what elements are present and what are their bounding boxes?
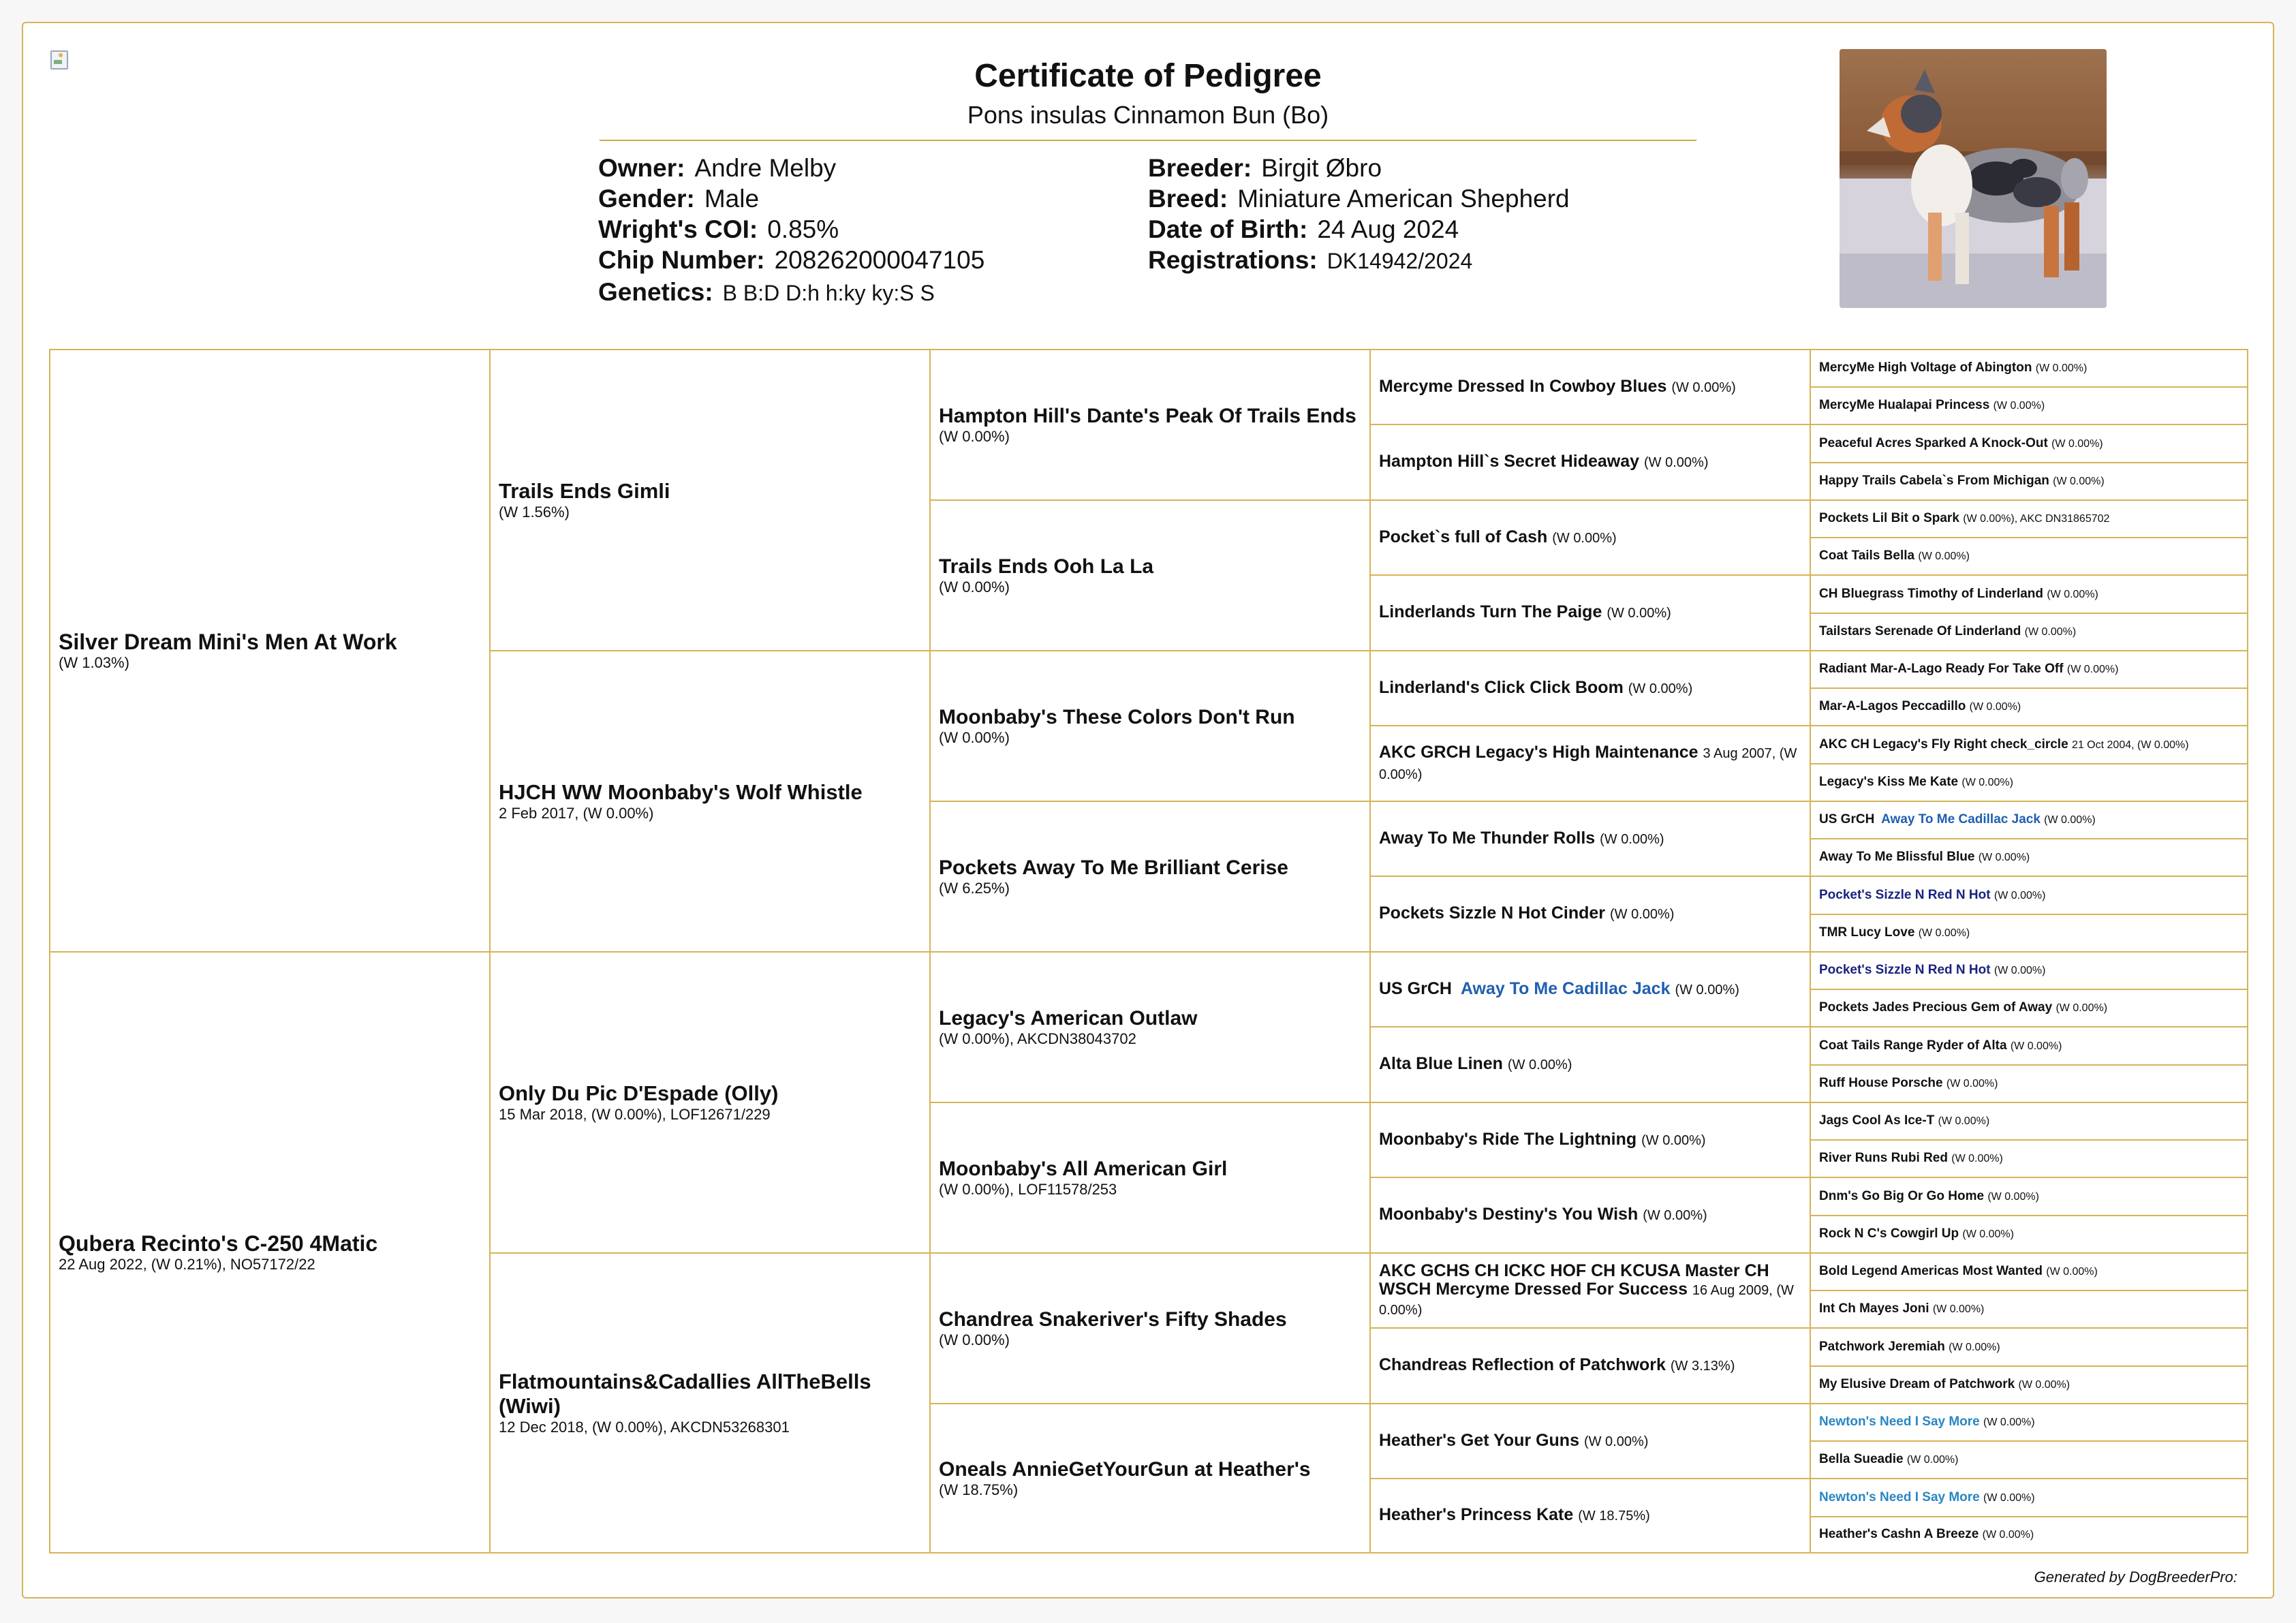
header-divider [600, 140, 1696, 141]
info-label: Registrations: [1148, 246, 1318, 274]
dog-name-label: Heather's Princess Kate [1379, 1505, 1574, 1524]
dog-name-label: AKC GRCH Legacy's High Maintenance [1379, 742, 1698, 762]
pedigree-gen5-cell[interactable] [1810, 801, 2248, 839]
dog-detail: (W 0.00%) [939, 427, 1010, 445]
dog-detail: (W 0.00%) [1600, 831, 1664, 847]
pedigree-gen5-cell[interactable] [1810, 1026, 2248, 1066]
pedigree-gen3-cell[interactable] [929, 951, 1371, 1103]
info-value: Miniature American Shepherd [1237, 185, 1570, 213]
info-value: Male [704, 185, 760, 213]
dog-name-label: Trails Ends Ooh La La [939, 555, 1154, 578]
dog-detail: (W 0.00%) [1918, 927, 1970, 939]
info-label: Gender: [598, 185, 695, 213]
dog-name-label: Oneals AnnieGetYourGun at Heather's [939, 1457, 1311, 1481]
dog-detail: (W 0.00%) [2047, 588, 2098, 600]
dog-detail: (W 0.00%) [1969, 701, 2021, 713]
dog-detail: (W 0.00%) [2044, 814, 2096, 826]
dog-name-label: Int Ch Mayes Joni [1819, 1301, 1929, 1316]
dog-name-label: Radiant Mar-A-Lago Ready For Take Off [1819, 662, 2064, 676]
info-value: DK14942/2024 [1327, 249, 1473, 273]
pedigree-gen5-cell[interactable] [1810, 1403, 2248, 1442]
pedigree-gen4-cell[interactable] [1369, 499, 1811, 576]
pedigree-gen2-cell[interactable] [489, 349, 931, 651]
dog-name-link[interactable]: Pocket's Sizzle N Red N Hot [1819, 887, 1991, 902]
dog-name-label: Ruff House Porsche [1819, 1076, 1943, 1090]
dog-detail: (W 1.03%) [59, 654, 129, 671]
pedigree-gen5-cell[interactable] [1810, 1478, 2248, 1517]
dog-detail: (W 0.00%) [1978, 852, 2030, 863]
pedigree-gen5-cell[interactable] [1810, 1139, 2248, 1178]
dog-name-label: Linderlands Turn The Paige [1379, 602, 1602, 621]
dog-name-link[interactable]: Away To Me Cadillac Jack [1460, 978, 1671, 998]
pedigree-gen3-cell[interactable] [929, 499, 1371, 651]
dog-name-label: MercyMe Hualapai Princess [1819, 398, 1990, 412]
info-value: 208262000047105 [774, 246, 985, 274]
pedigree-gen5-cell[interactable] [1810, 763, 2248, 802]
info-value: Birgit Øbro [1261, 154, 1382, 182]
pedigree-gen5-cell[interactable] [1810, 1252, 2248, 1291]
dog-name-label: AKC CH Legacy's Fly Right check_circle [1819, 737, 2068, 752]
dog-name-label: AKC GCHS CH ICKC HOF CH KCUSA Master CH WSCH Mercyme Dressed For Success [1379, 1261, 1769, 1299]
info-value: B B:D D:h h:ky ky:S S [722, 281, 935, 305]
dog-detail: (W 0.00%) [1983, 1417, 2035, 1428]
dog-name-label: Chandrea Snakeriver's Fifty Shades [939, 1308, 1287, 1331]
pedigree-gen4-cell[interactable] [1369, 424, 1811, 501]
pedigree-gen3-cell[interactable] [929, 801, 1371, 953]
dog-detail: (W 0.00%) [1671, 380, 1736, 395]
dog-detail: (W 0.00%), LOF11578/253 [939, 1180, 1117, 1198]
dog-name-label: HJCH WW Moonbaby's Wolf Whistle [499, 780, 863, 804]
pedigree-gen5-cell[interactable] [1810, 725, 2248, 764]
pedigree-gen3-cell[interactable] [929, 1102, 1371, 1254]
dog-name-label: Pockets Jades Precious Gem of Away [1819, 1000, 2053, 1015]
info-value: 0.85% [767, 215, 839, 243]
info-label: Wright's COI: [598, 215, 758, 243]
dog-detail: (W 0.00%) [1951, 1153, 2003, 1164]
dog-name-label: Pockets Lil Bit o Spark [1819, 511, 1959, 525]
dog-name-link[interactable]: Newton's Need I Say More [1819, 1489, 1980, 1504]
dog-detail: (W 0.00%) [1918, 551, 1970, 562]
dog-detail: 12 Dec 2018, (W 0.00%), AKCDN53268301 [499, 1419, 790, 1436]
pedigree-gen5-cell[interactable] [1810, 876, 2248, 915]
pedigree-gen5-cell[interactable] [1810, 989, 2248, 1027]
dog-name-label: Bold Legend Americas Most Wanted [1819, 1264, 2043, 1278]
pedigree-gen2-cell[interactable] [489, 951, 931, 1254]
dog-name-label: Legacy's Kiss Me Kate [1819, 775, 1959, 789]
dog-name-label: CH Bluegrass Timothy of Linderland [1819, 586, 2044, 601]
dog-name-label: Mercyme Dressed In Cowboy Blues [1379, 376, 1667, 396]
pedigree-gen4-cell[interactable] [1369, 1026, 1811, 1103]
pedigree-gen4-cell[interactable] [1369, 574, 1811, 651]
dog-detail: (W 0.00%) [1987, 1190, 2039, 1203]
info-label: Chip Number: [598, 246, 765, 274]
dog-detail: (W 0.00%) [1982, 1529, 2034, 1541]
dog-detail: (W 0.00%) [2035, 362, 2088, 374]
dog-name-label: Legacy's American Outlaw [939, 1006, 1198, 1030]
dog-name-label: MercyMe High Voltage of Abington [1819, 360, 2032, 375]
dog-detail: (W 0.00%) [1949, 1341, 2000, 1353]
pedigree-gen4-cell[interactable] [1369, 1102, 1811, 1178]
dog-name-label: Bella Sueadie [1819, 1452, 1904, 1466]
info-registrations [1148, 245, 1472, 277]
dog-detail: (W 0.00%) [1983, 1491, 2035, 1504]
dog-name-label: TMR Lucy Love [1819, 925, 1915, 940]
dog-detail: (W 0.00%) [1962, 1228, 2014, 1240]
pedigree-gen5-cell[interactable] [1810, 687, 2248, 726]
pedigree-gen5-cell[interactable] [1810, 1327, 2248, 1367]
pedigree-gen3-cell[interactable] [929, 650, 1371, 802]
pedigree-gen5-cell[interactable] [1810, 499, 2248, 538]
pedigree-gen5-cell[interactable] [1810, 349, 2248, 388]
dog-detail: (W 0.00%) [1938, 1115, 1990, 1127]
pedigree-sire[interactable] [49, 349, 491, 953]
pedigree-gen4-cell[interactable] [1369, 725, 1811, 802]
pedigree-gen4-cell[interactable] [1369, 349, 1811, 425]
page-title: Certificate of Pedigree [974, 58, 1322, 94]
info-value: 24 Aug 2024 [1317, 215, 1459, 243]
dog-detail: (W 18.75%) [1578, 1509, 1650, 1524]
dog-title-prefix: US GrCH [1379, 978, 1452, 998]
dog-detail: (W 1.56%) [499, 504, 570, 521]
pedigree-grid [49, 349, 2248, 1554]
dog-detail: (W 0.00%) [2055, 1002, 2108, 1014]
dog-name-label: Away To Me Blissful Blue [1819, 850, 1975, 864]
dog-name-label: Jags Cool As Ice-T [1819, 1113, 1935, 1128]
pedigree-gen5-cell[interactable] [1810, 386, 2248, 425]
pedigree-gen5-cell[interactable] [1810, 1516, 2248, 1554]
pedigree-gen4-cell[interactable] [1369, 876, 1811, 953]
dog-name-label: Chandreas Reflection of Patchwork [1379, 1355, 1666, 1374]
dog-detail: (W 0.00%) [1643, 1208, 1707, 1223]
info-breeder [1148, 153, 1382, 183]
dog-detail: (W 0.00%) [1641, 1132, 1706, 1148]
dog-name-label: Pocket`s full of Cash [1379, 527, 1548, 546]
pedigree-gen2-cell[interactable] [489, 650, 931, 953]
info-dob [1148, 214, 1459, 245]
dog-name-label: Heather's Get Your Guns [1379, 1430, 1579, 1450]
dog-detail: (W 0.00%) [1993, 400, 2045, 412]
dog-detail: (W 0.00%) [2010, 1040, 2062, 1052]
dog-name-label: Coat Tails Bella [1819, 548, 1915, 563]
pedigree-gen4-cell[interactable] [1369, 650, 1811, 726]
dog-detail: (W 0.00%) [1675, 982, 1739, 998]
dog-detail: (W 0.00%), AKC DN31865702 [1963, 513, 2110, 525]
pedigree-gen5-cell[interactable] [1810, 1215, 2248, 1254]
dog-name-label: Coat Tails Range Ryder of Alta [1819, 1038, 2007, 1053]
dog-name-label: Tailstars Serenade Of Linderland [1819, 624, 2021, 638]
dog-name-label: Moonbaby's All American Girl [939, 1157, 1228, 1180]
dog-detail: (W 0.00%) [939, 578, 1010, 596]
info-chip [598, 245, 984, 275]
dog-detail: 16 Aug 2009, (W 0.00%) [1379, 1282, 1794, 1318]
dog-name-label: My Elusive Dream of Patchwork [1819, 1377, 2015, 1391]
dog-detail: (W 3.13%) [1670, 1359, 1735, 1374]
dog-detail: (W 0.00%) [2066, 664, 2119, 675]
pedigree-gen4-cell[interactable] [1369, 1403, 1811, 1479]
pedigree-gen5-cell[interactable] [1810, 574, 2248, 614]
info-breed [1148, 183, 1570, 214]
dog-name-label: Flatmountains&Cadallies AllTheBells (Wiwi) [499, 1370, 871, 1418]
dog-name-label: Hampton Hill`s Secret Hideaway [1379, 452, 1640, 471]
broken-image-icon [48, 49, 71, 68]
dog-detail: (W 0.00%) [1609, 907, 1675, 922]
dog-name-label: Moonbaby's Destiny's You Wish [1379, 1205, 1639, 1224]
info-owner [598, 153, 836, 183]
pedigree-gen5-cell[interactable] [1810, 1177, 2248, 1216]
dog-detail: (W 0.00%) [1932, 1303, 1985, 1315]
dog-detail: (W 0.00%) [2046, 1266, 2098, 1278]
dog-detail: (W 0.00%) [1644, 455, 1709, 470]
pedigree-gen5-cell[interactable] [1810, 951, 2248, 990]
dog-name-label: Patchwork Jeremiah [1819, 1339, 1945, 1354]
dog-name-link[interactable]: Pocket's Sizzle N Red N Hot [1819, 963, 1991, 977]
pedigree-gen4-cell[interactable] [1369, 1327, 1811, 1404]
dog-name-label: Only Du Pic D'Espade (Olly) [499, 1081, 779, 1105]
dog-name-label: Happy Trails Cabela`s From Michigan [1819, 474, 2049, 488]
dog-detail: (W 0.00%) [2051, 437, 2103, 450]
pedigree-gen5-cell[interactable] [1810, 537, 2248, 576]
dog-detail: (W 0.00%) [1906, 1454, 1959, 1466]
dog-detail: 22 Aug 2022, (W 0.21%), NO57172/22 [59, 1256, 315, 1273]
dog-name-label: Dnm's Go Big Or Go Home [1819, 1188, 1985, 1203]
info-label: Owner: [598, 154, 685, 182]
info-gender [598, 183, 759, 214]
info-label: Date of Birth: [1148, 215, 1308, 243]
pedigree-gen5-cell[interactable] [1810, 1102, 2248, 1141]
dog-name-label: Moonbaby's These Colors Don't Run [939, 705, 1295, 728]
dog-name-label: Mar-A-Lagos Peccadillo [1819, 699, 1966, 713]
dog-detail: (W 0.00%) [1507, 1057, 1572, 1072]
dog-name-label: Moonbaby's Ride The Lightning [1379, 1129, 1637, 1149]
dog-name: Pons insulas Cinnamon Bun (Bo) [967, 101, 1329, 129]
dog-name-label: Qubera Recinto's C-250 4Matic [59, 1231, 378, 1256]
dog-detail: (W 0.00%) [939, 728, 1010, 746]
dog-detail: (W 0.00%) [1994, 889, 2046, 901]
dog-name-link[interactable]: Away To Me Cadillac Jack [1881, 812, 2041, 826]
pedigree-gen4-cell[interactable] [1369, 801, 1811, 877]
pedigree-gen5-cell[interactable] [1810, 424, 2248, 463]
dog-name-label: Heather's Cashn A Breeze [1819, 1527, 1979, 1541]
pedigree-dam[interactable] [49, 951, 491, 1554]
dog-name-label: Pockets Away To Me Brilliant Cerise [939, 856, 1288, 879]
dog-name-link[interactable]: Newton's Need I Say More [1819, 1415, 1980, 1429]
dog-detail: (W 6.25%) [939, 879, 1010, 897]
pedigree-gen5-cell[interactable] [1810, 1440, 2248, 1479]
dog-title-prefix: US GrCH [1819, 812, 1875, 826]
pedigree-gen5-cell[interactable] [1810, 914, 2248, 953]
dog-name-label: River Runs Rubi Red [1819, 1151, 1948, 1165]
pedigree-gen5-cell[interactable] [1810, 1064, 2248, 1103]
dog-detail: (W 0.00%) [1583, 1434, 1649, 1449]
pedigree-gen3-cell[interactable] [929, 1252, 1371, 1404]
pedigree-gen5-cell[interactable] [1810, 1290, 2248, 1329]
dog-detail: 3 Aug 2007, (W 0.00%) [1379, 745, 1797, 782]
dog-detail: (W 0.00%) [1994, 965, 2046, 976]
info-label: Genetics: [598, 278, 713, 306]
pedigree-gen4-cell[interactable] [1369, 1252, 1811, 1329]
info-coi [598, 214, 839, 245]
dog-name-label: Alta Blue Linen [1379, 1054, 1503, 1073]
dog-name-label: Rock N C's Cowgirl Up [1819, 1226, 1959, 1241]
dog-detail: (W 0.00%) [1607, 606, 1671, 621]
dog-detail: (W 18.75%) [939, 1481, 1019, 1498]
dog-detail: 2 Feb 2017, (W 0.00%) [499, 805, 654, 822]
info-label: Breed: [1148, 185, 1228, 213]
dog-detail: (W 0.00%) [2024, 626, 2077, 638]
dog-detail: (W 0.00%) [1552, 530, 1617, 546]
dog-detail: (W 0.00%) [1961, 777, 2013, 788]
footer-generated-by: Generated by DogBreederPro: [2034, 1568, 2237, 1586]
pedigree-gen5-cell[interactable] [1810, 650, 2248, 689]
info-label: Breeder: [1148, 154, 1252, 182]
dog-detail: (W 0.00%), AKCDN38043702 [939, 1030, 1136, 1047]
pedigree-gen5-cell[interactable] [1810, 462, 2248, 501]
pedigree-gen5-cell[interactable] [1810, 613, 2248, 651]
dog-detail: (W 0.00%) [1946, 1078, 1998, 1089]
dog-detail: (W 0.00%) [2053, 476, 2105, 487]
dog-name-label: Linderland's Click Click Boom [1379, 677, 1624, 697]
pedigree-gen5-cell[interactable] [1810, 1365, 2248, 1404]
dog-name-label: Hampton Hill's Dante's Peak Of Trails Ends [939, 404, 1356, 427]
info-value: Andre Melby [694, 154, 837, 182]
dog-name-label: Away To Me Thunder Rolls [1379, 828, 1596, 848]
dog-name-label: Trails Ends Gimli [499, 479, 670, 503]
pedigree-gen4-cell[interactable] [1369, 1478, 1811, 1554]
dog-photo [1840, 49, 2107, 308]
dog-detail: (W 0.00%) [1628, 681, 1693, 696]
pedigree-gen5-cell[interactable] [1810, 838, 2248, 877]
info-genetics [598, 277, 935, 309]
pedigree-gen3-cell[interactable] [929, 1403, 1371, 1554]
dog-name-label: Peaceful Acres Sparked A Knock-Out [1819, 435, 2048, 450]
pedigree-gen2-cell[interactable] [489, 1252, 931, 1554]
dog-detail: 21 Oct 2004, (W 0.00%) [2071, 739, 2189, 751]
dog-name-label: Silver Dream Mini's Men At Work [59, 630, 397, 654]
pedigree-gen4-cell[interactable] [1369, 1177, 1811, 1254]
dog-detail: (W 0.00%) [939, 1331, 1010, 1348]
pedigree-gen4-cell[interactable] [1369, 951, 1811, 1027]
dog-detail: (W 0.00%) [2018, 1379, 2070, 1391]
dog-name-label: Pockets Sizzle N Hot Cinder [1379, 903, 1606, 923]
dog-detail: 15 Mar 2018, (W 0.00%), LOF12671/229 [499, 1106, 771, 1123]
pedigree-gen3-cell[interactable] [929, 349, 1371, 501]
